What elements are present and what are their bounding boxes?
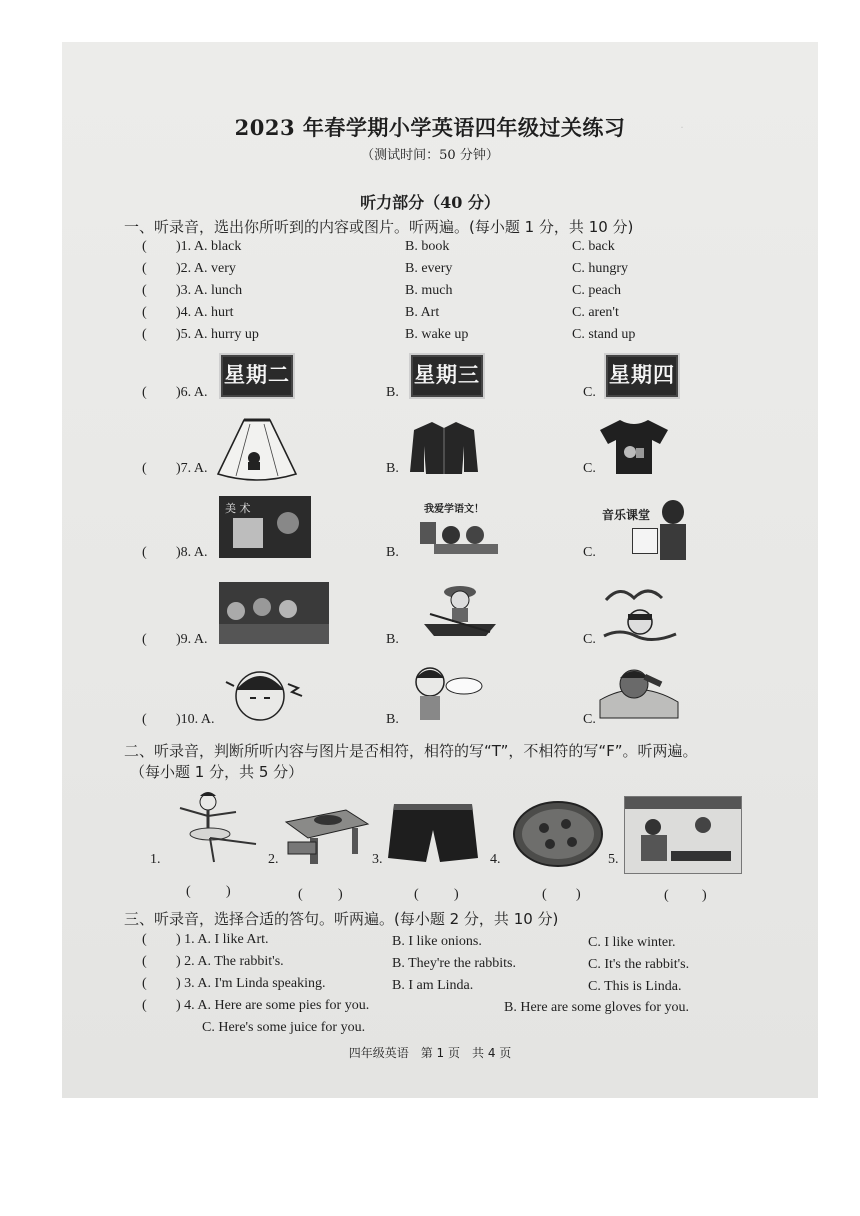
headache-boy-icon [222, 664, 316, 726]
option-b: B. Here are some gloves for you. [504, 1000, 690, 1015]
listening-heading: 听力部分（40 分） [360, 193, 500, 212]
classroom-scene-picture [624, 796, 742, 874]
question-2: )2. A. very [176, 261, 236, 276]
part2-instruction: 二、听录音，判断所听内容与图片是否相符，相符的写“T”，不相符的写“F”。听两遍。 [124, 742, 698, 760]
answer-paren[interactable]: ( [142, 954, 147, 969]
option-b: B. [386, 712, 399, 727]
weekday-thursday-box: 星期四 [604, 353, 680, 399]
weekday-wednesday-box: 星期三 [409, 353, 485, 399]
sick-in-bed-icon [598, 660, 680, 722]
option-b: B. [386, 461, 399, 476]
weekday-tuesday-box: 星期二 [219, 353, 295, 399]
question-3: )3. A. lunch [176, 283, 243, 298]
answer-paren[interactable]: ( [142, 327, 147, 342]
option-c: C. aren't [572, 305, 619, 320]
part3-question-1: ) 1. A. I like Art. [176, 932, 269, 947]
exam-subtitle: （测试时间：50 分钟） [361, 148, 499, 163]
answer-paren[interactable]: ( [142, 632, 147, 647]
music-class-picture [602, 498, 690, 562]
option-c: C. [583, 632, 596, 647]
coughing-girl-icon [406, 662, 486, 728]
answer-paren[interactable]: ) [702, 888, 707, 903]
swimming-icon [600, 580, 680, 646]
art-class-picture [219, 496, 311, 558]
answer-paren[interactable]: ) [454, 887, 459, 902]
part3-question-3: ) 3. A. I'm Linda speaking. [176, 976, 326, 991]
option-b: B. They're the rabbits. [392, 956, 516, 971]
part1-instruction: 一、听录音，选出你所听到的内容或图片。听两遍。(每小题 1 分，共 10 分) [124, 218, 634, 236]
option-b: B. [386, 632, 399, 647]
question-1: )1. A. black [176, 239, 242, 254]
question-9: )9. A. [176, 632, 208, 647]
option-c: C. back [572, 239, 615, 254]
option-c: C. peach [572, 283, 621, 298]
answer-paren[interactable]: ( [142, 998, 147, 1013]
option-c: C. [583, 545, 596, 560]
option-c: C. It's the rabbit's. [588, 957, 690, 972]
option-b: B. much [405, 283, 453, 298]
picnic-family-picture [219, 582, 329, 644]
option-b: B. Art [405, 305, 440, 320]
part3-question-4: ) 4. A. Here are some pies for you. [176, 998, 370, 1013]
option-b: B. I like onions. [392, 934, 482, 949]
option-c: C. [583, 461, 596, 476]
music-class-label: 音乐课堂 [602, 508, 651, 522]
option-b: B. wake up [405, 327, 469, 342]
answer-paren[interactable]: ) [338, 887, 343, 902]
picture-number-1: 1. [150, 852, 161, 867]
option-b: B. book [405, 239, 450, 254]
chinese-class-picture [414, 498, 506, 558]
t-shirt-icon [598, 416, 670, 478]
art-class-label: 美 术 [225, 502, 251, 515]
shorts-icon [386, 800, 480, 864]
chinese-class-label: 我爱学语文！ [424, 504, 484, 515]
option-c: C. [583, 712, 596, 727]
question-4: )4. A. hurt [176, 305, 234, 320]
option-b: B. I am Linda. [392, 978, 474, 993]
answer-paren[interactable]: ( [142, 712, 147, 727]
answer-paren[interactable]: ( [142, 283, 147, 298]
picture-number-3: 3. [372, 852, 383, 867]
part3-instruction: 三、听录音，选择合适的答句。听两遍。(每小题 2 分，共 10 分) [124, 910, 559, 928]
part3-question-2: ) 2. A. The rabbit's. [176, 954, 284, 969]
answer-paren[interactable]: ( [142, 545, 147, 560]
option-c: C. This is Linda. [588, 979, 682, 994]
question-6: )6. A. [176, 385, 208, 400]
question-8: )8. A. [176, 545, 208, 560]
dining-table-icon [280, 800, 372, 870]
bleed-through-mark: · [680, 120, 684, 134]
answer-paren[interactable]: ( [142, 261, 147, 276]
question-10: )10. A. [176, 712, 215, 727]
answer-paren[interactable]: ( [298, 887, 303, 902]
page-footer: 四年级英语 第 1 页 共 4 页 [348, 1046, 512, 1060]
answer-paren[interactable]: ( [186, 884, 191, 899]
rowing-boat-icon [420, 580, 500, 640]
picture-number-4: 4. [490, 852, 501, 867]
option-c: C. Here's some juice for you. [202, 1020, 366, 1035]
answer-paren[interactable]: ( [142, 461, 147, 476]
answer-paren[interactable]: ( [142, 385, 147, 400]
part2-instruction-score: （每小题 1 分，共 5 分） [130, 763, 304, 781]
option-c: C. stand up [572, 327, 636, 342]
option-c: C. I like winter. [588, 935, 676, 950]
answer-paren[interactable]: ) [576, 887, 581, 902]
answer-paren[interactable]: ( [414, 887, 419, 902]
question-7: )7. A. [176, 461, 208, 476]
answer-paren[interactable]: ( [664, 888, 669, 903]
jacket-icon [408, 418, 480, 476]
answer-paren[interactable]: ) [226, 884, 231, 899]
answer-paren[interactable]: ( [542, 887, 547, 902]
answer-paren[interactable]: ( [142, 932, 147, 947]
skirt-icon [214, 416, 300, 482]
option-b: B. every [405, 261, 453, 276]
option-b: B. [386, 545, 399, 560]
exam-title: 2023 年春学期小学英语四年级过关练习 [234, 115, 626, 140]
picture-number-2: 2. [268, 852, 279, 867]
option-c: C. [583, 385, 596, 400]
answer-paren[interactable]: ( [142, 976, 147, 991]
ballet-dancer-icon [170, 790, 262, 864]
pizza-icon [510, 798, 606, 870]
picture-number-5: 5. [608, 852, 619, 867]
answer-paren[interactable]: ( [142, 305, 147, 320]
question-5: )5. A. hurry up [176, 327, 259, 342]
option-b: B. [386, 385, 399, 400]
option-c: C. hungry [572, 261, 628, 276]
answer-paren[interactable]: ( [142, 239, 147, 254]
